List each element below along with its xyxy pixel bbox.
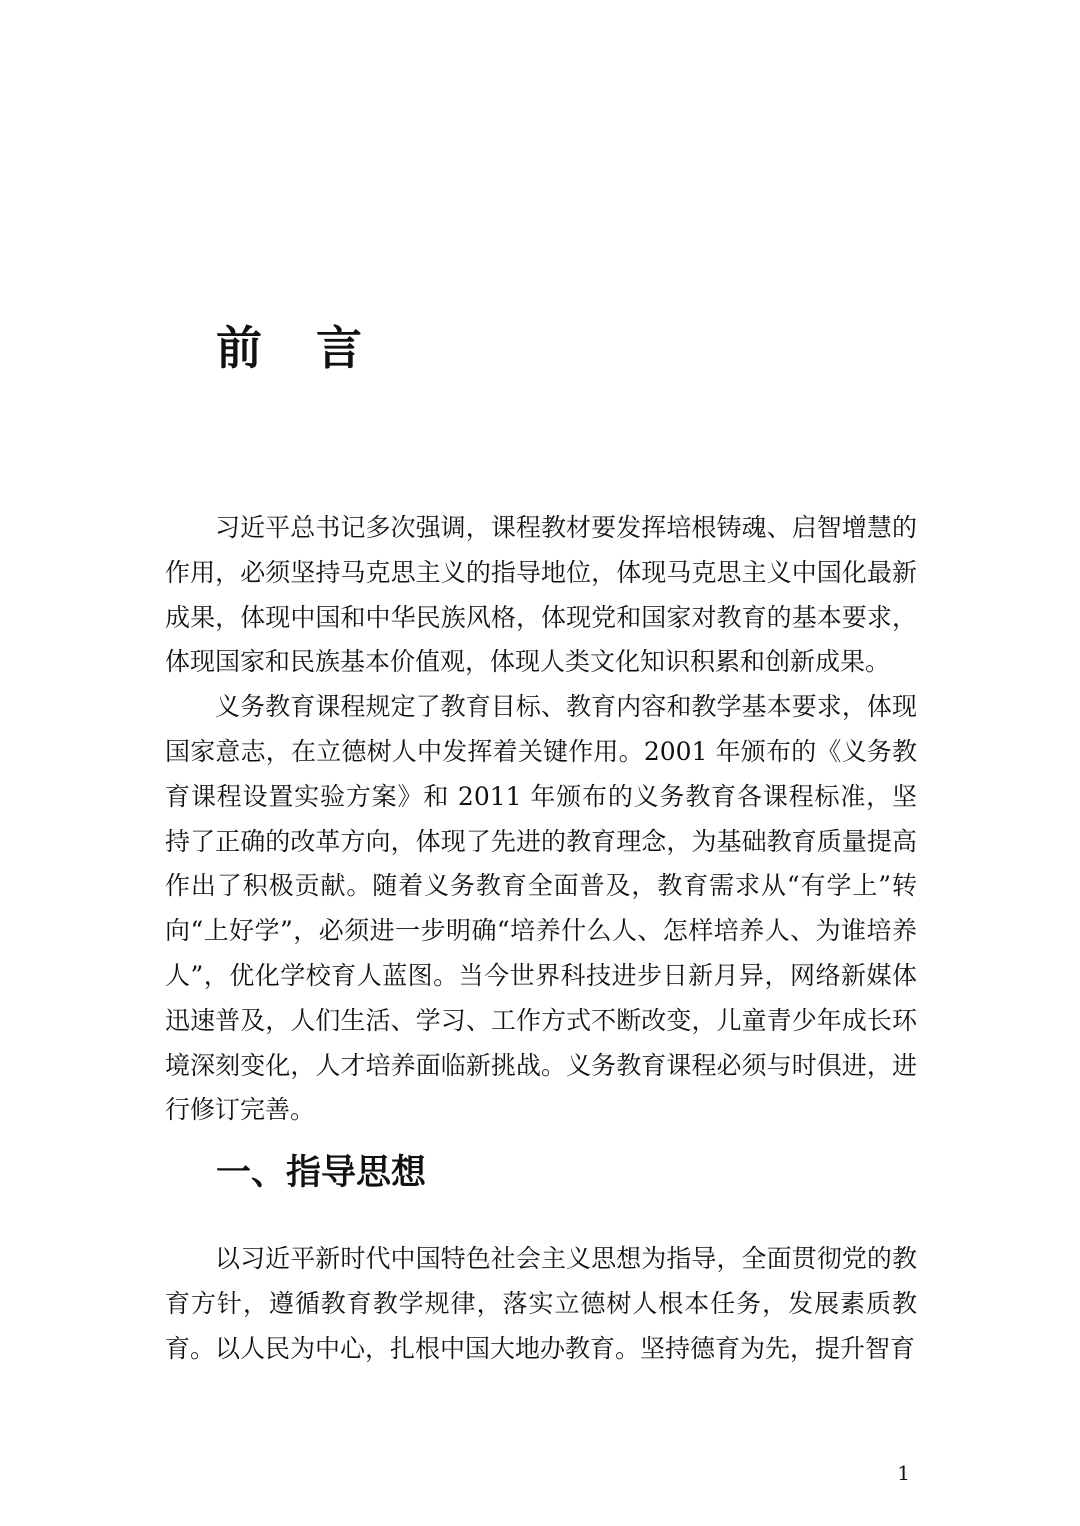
paragraph-3: 以习近平新时代中国特色社会主义思想为指导，全面贯彻党的教育方针，遵循教育教学规律，落实立德树人根本任务，发展素质教育。以人民为中心，扎根中国大地办教育。坚持德育为先，提升智育 [165,1244,917,1363]
paragraph-1: 习近平总书记多次强调，课程教材要发挥培根铸魂、启智增慧的作用，必须坚持马克思主义的指导地位，体现马克思主义中国化最新成果，体现中国和中华民族风格，体现党和国家对教育的基本要求，体现国家和民族基本价值观，体现人类文化知识积累和创新成果。 [165,513,917,677]
preface-body [165,506,917,1133]
section-heading-guiding-ideology: 一、指导思想 [216,1152,427,1193]
page-title: 前言 [216,321,416,375]
page-number: 1 [897,1461,910,1485]
section-body-guiding-ideology [165,1237,917,1371]
paragraph-2: 义务教育课程规定了教育目标、教育内容和教学基本要求，体现国家意志，在立德树人中发挥着关键作用。2001 年颁布的《义务教育课程设置实验方案》和 2011 年颁布的义务教育各课程标准，坚持了正确的改革方向，体现了先进的教育理念，为基础教育质量提高作出了积极贡献。随着义务教育全面普及，教育需求从“有学上”转向“上好学”，必须进一步明确“培养什么人、怎样培养人、为谁培养人”，优化学校育人蓝图。当今世界科技进步日新月异，网络新媒体迅速普及，人们生活、学习、工作方式不断改变，儿童青少年成长环境深刻变化，人才培养面临新挑战。义务教育课程必须与时俱进，进行修订完善。 [165,692,917,1125]
